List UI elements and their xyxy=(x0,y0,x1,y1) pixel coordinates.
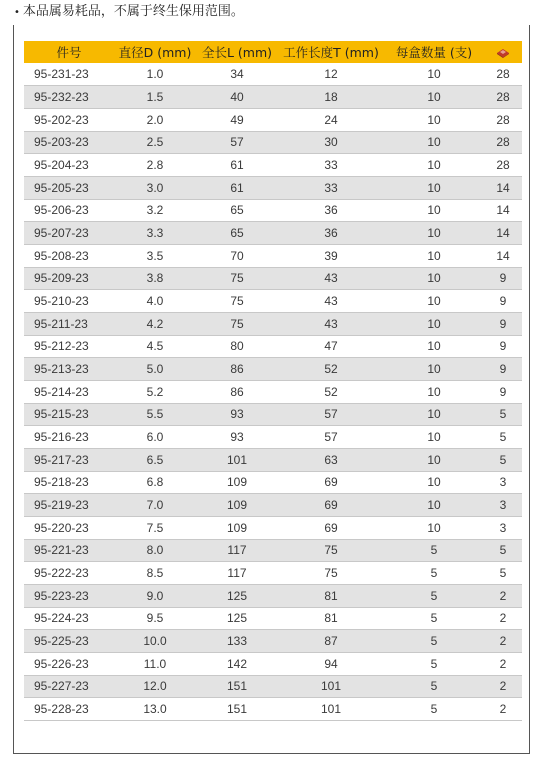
part-no-cell: 95-211-23 xyxy=(34,316,88,331)
header-total-length: 全长L (mm) xyxy=(201,45,273,60)
part-no-cell: 95-232-23 xyxy=(34,90,89,104)
boxes-per-case-cell: 14 xyxy=(496,180,510,195)
boxes-per-case-cell: 3 xyxy=(499,475,507,490)
diameter-cell: 2.0 xyxy=(146,112,164,127)
qty-per-box-cell: 5 xyxy=(430,566,438,581)
part-no-cell: 95-213-23 xyxy=(34,362,89,377)
total-length-cell: 109 xyxy=(226,475,248,490)
qty-per-box-cell: 10 xyxy=(427,271,441,286)
qty-per-box-cell: 10 xyxy=(427,67,441,82)
table-row xyxy=(24,199,522,222)
working-length-cell: 69 xyxy=(324,475,338,490)
total-length-cell: 61 xyxy=(230,158,244,173)
table-row xyxy=(24,675,522,698)
diameter-cell: 3.8 xyxy=(146,271,164,286)
boxes-per-case-cell: 5 xyxy=(499,407,507,422)
diameter-cell: 5.0 xyxy=(146,362,164,377)
qty-per-box-cell: 5 xyxy=(430,543,438,558)
qty-per-box-cell: 10 xyxy=(427,498,441,513)
table-row xyxy=(24,335,522,358)
box-icon xyxy=(496,48,510,58)
part-no-cell: 95-205-23 xyxy=(34,180,89,195)
working-length-cell: 69 xyxy=(324,520,338,535)
total-length-cell: 34 xyxy=(230,67,244,82)
table-header-row xyxy=(24,41,522,63)
boxes-per-case-cell: 14 xyxy=(496,248,510,263)
diameter-cell: 3.3 xyxy=(146,226,164,241)
working-length-cell: 43 xyxy=(324,294,338,309)
total-length-cell: 49 xyxy=(230,112,244,127)
qty-per-box-cell: 10 xyxy=(427,158,441,173)
qty-per-box-cell: 10 xyxy=(427,112,441,127)
part-no-cell: 95-218-23 xyxy=(34,475,89,490)
table-row xyxy=(24,630,522,653)
part-no-cell: 95-210-23 xyxy=(34,294,89,309)
total-length-cell: 109 xyxy=(226,520,248,535)
working-length-cell: 33 xyxy=(324,180,338,195)
boxes-per-case-cell: 2 xyxy=(499,611,507,626)
part-no-cell: 95-227-23 xyxy=(34,679,89,694)
part-no-cell: 95-221-23 xyxy=(34,543,89,558)
part-no-cell: 95-209-23 xyxy=(34,271,89,286)
table-row xyxy=(24,131,522,154)
qty-per-box-cell: 10 xyxy=(427,203,441,218)
diameter-cell: 8.5 xyxy=(146,566,164,581)
table-row xyxy=(24,652,522,675)
qty-per-box-cell: 10 xyxy=(427,452,441,467)
table-body xyxy=(24,63,522,720)
diameter-cell: 10.0 xyxy=(143,634,167,649)
part-no-cell: 95-204-23 xyxy=(34,158,89,173)
working-length-cell: 33 xyxy=(324,158,338,173)
diameter-cell: 13.0 xyxy=(143,702,167,717)
note-bullet: • xyxy=(14,7,20,18)
table-row xyxy=(24,516,522,539)
table-row xyxy=(24,494,522,517)
boxes-per-case-cell: 28 xyxy=(496,112,510,127)
header-working-length: 工作长度T (mm) xyxy=(283,45,379,60)
total-length-cell: 117 xyxy=(227,566,247,581)
part-no-cell: 95-212-23 xyxy=(34,339,89,354)
part-no-cell: 95-217-23 xyxy=(34,452,89,467)
boxes-per-case-cell: 28 xyxy=(496,90,510,104)
diameter-cell: 2.8 xyxy=(146,158,164,173)
part-no-cell: 95-208-23 xyxy=(34,248,89,263)
diameter-cell: 12.0 xyxy=(143,679,167,694)
working-length-cell: 43 xyxy=(324,271,338,286)
diameter-cell: 11.0 xyxy=(143,656,167,671)
working-length-cell: 43 xyxy=(324,316,338,331)
working-length-cell: 18 xyxy=(324,90,338,104)
part-no-cell: 95-203-23 xyxy=(34,135,89,150)
working-length-cell: 30 xyxy=(324,135,338,150)
part-no-cell: 95-202-23 xyxy=(34,112,89,127)
boxes-per-case-cell: 5 xyxy=(499,452,507,467)
qty-per-box-cell: 10 xyxy=(427,226,441,241)
working-length-cell: 36 xyxy=(324,226,338,241)
table-row xyxy=(24,380,522,403)
total-length-cell: 75 xyxy=(230,271,244,286)
table-row xyxy=(24,154,522,177)
total-length-cell: 40 xyxy=(230,90,244,104)
total-length-cell: 101 xyxy=(226,452,248,467)
qty-per-box-cell: 10 xyxy=(427,362,441,377)
total-length-cell: 57 xyxy=(230,135,244,150)
qty-per-box-cell: 5 xyxy=(430,656,438,671)
boxes-per-case-cell: 9 xyxy=(499,384,507,399)
total-length-cell: 133 xyxy=(226,634,248,649)
part-no-cell: 95-224-23 xyxy=(34,611,89,626)
working-length-cell: 39 xyxy=(324,248,338,263)
diameter-cell: 2.5 xyxy=(146,135,164,150)
table-row xyxy=(24,267,522,290)
total-length-cell: 117 xyxy=(227,543,247,558)
total-length-cell: 65 xyxy=(230,226,244,241)
qty-per-box-cell: 10 xyxy=(427,180,441,195)
diameter-cell: 3.5 xyxy=(146,248,164,263)
working-length-cell: 87 xyxy=(324,634,338,649)
table-row xyxy=(24,471,522,494)
total-length-cell: 151 xyxy=(226,702,248,717)
header-part-no: 件号 xyxy=(56,45,82,60)
part-no-cell: 95-222-23 xyxy=(34,566,89,581)
total-length-cell: 75 xyxy=(230,294,244,309)
part-no-cell: 95-228-23 xyxy=(34,702,89,717)
total-length-cell: 86 xyxy=(230,384,244,399)
table-row xyxy=(24,403,522,426)
qty-per-box-cell: 5 xyxy=(430,634,438,649)
consumable-note xyxy=(14,3,244,22)
boxes-per-case-cell: 2 xyxy=(499,679,507,694)
table-row xyxy=(24,562,522,585)
working-length-cell: 101 xyxy=(320,702,342,717)
table-row xyxy=(24,108,522,131)
part-no-cell: 95-226-23 xyxy=(34,656,89,671)
diameter-cell: 6.5 xyxy=(146,452,164,467)
qty-per-box-cell: 5 xyxy=(430,588,438,603)
table-row xyxy=(24,607,522,630)
boxes-per-case-cell: 9 xyxy=(499,362,507,377)
part-no-cell: 95-223-23 xyxy=(34,588,89,603)
diameter-cell: 8.0 xyxy=(146,543,164,558)
note-text: 本品属易耗品，不属于终生保用范围。 xyxy=(22,4,244,19)
diameter-cell: 9.5 xyxy=(146,611,164,626)
spec-table-frame xyxy=(13,25,530,754)
total-length-cell: 151 xyxy=(226,679,248,694)
qty-per-box-cell: 10 xyxy=(427,339,441,354)
working-length-cell: 75 xyxy=(324,543,338,558)
table-row xyxy=(24,244,522,267)
boxes-per-case-cell: 28 xyxy=(496,135,510,150)
diameter-cell: 7.5 xyxy=(146,520,164,535)
part-no-cell: 95-231-23 xyxy=(34,67,89,82)
boxes-per-case-cell: 9 xyxy=(499,294,507,309)
qty-per-box-cell: 10 xyxy=(427,316,441,331)
diameter-cell: 6.0 xyxy=(146,430,164,445)
total-length-cell: 93 xyxy=(230,407,244,422)
boxes-per-case-cell: 2 xyxy=(499,702,507,717)
boxes-per-case-cell: 14 xyxy=(496,226,510,241)
qty-per-box-cell: 10 xyxy=(427,407,441,422)
part-no-cell: 95-216-23 xyxy=(34,430,89,445)
working-length-cell: 57 xyxy=(324,407,338,422)
qty-per-box-cell: 10 xyxy=(427,294,441,309)
table-row xyxy=(24,698,522,721)
working-length-cell: 81 xyxy=(324,588,338,603)
working-length-cell: 101 xyxy=(320,679,342,694)
working-length-cell: 81 xyxy=(324,611,338,626)
table-row xyxy=(24,312,522,335)
table-row xyxy=(24,539,522,562)
boxes-per-case-cell: 28 xyxy=(496,158,510,173)
diameter-cell: 3.2 xyxy=(146,203,164,218)
table-row xyxy=(24,448,522,471)
working-length-cell: 94 xyxy=(324,656,338,671)
table-row xyxy=(24,426,522,449)
part-no-cell: 95-206-23 xyxy=(34,203,89,218)
working-length-cell: 63 xyxy=(324,452,338,467)
working-length-cell: 36 xyxy=(324,203,338,218)
table-row xyxy=(24,584,522,607)
total-length-cell: 70 xyxy=(230,248,244,263)
working-length-cell: 52 xyxy=(324,362,338,377)
qty-per-box-cell: 10 xyxy=(427,430,441,445)
table-row xyxy=(24,290,522,313)
total-length-cell: 109 xyxy=(226,498,248,513)
total-length-cell: 142 xyxy=(226,656,248,671)
qty-per-box-cell: 10 xyxy=(427,90,441,104)
boxes-per-case-cell: 9 xyxy=(499,339,507,354)
diameter-cell: 5.2 xyxy=(146,384,164,399)
qty-per-box-cell: 5 xyxy=(430,679,438,694)
total-length-cell: 80 xyxy=(230,339,244,354)
spec-table xyxy=(24,41,522,721)
table-row xyxy=(24,358,522,381)
total-length-cell: 125 xyxy=(226,611,248,626)
boxes-per-case-cell: 2 xyxy=(499,634,507,649)
boxes-per-case-cell: 28 xyxy=(496,67,510,82)
boxes-per-case-cell: 9 xyxy=(499,271,507,286)
boxes-per-case-cell: 3 xyxy=(499,520,507,535)
part-no-cell: 95-214-23 xyxy=(34,384,89,399)
qty-per-box-cell: 10 xyxy=(427,384,441,399)
part-no-cell: 95-225-23 xyxy=(34,634,89,649)
qty-per-box-cell: 5 xyxy=(430,702,438,717)
diameter-cell: 1.5 xyxy=(146,90,164,104)
diameter-cell: 7.0 xyxy=(146,498,164,513)
header-diameter: 直径D (mm) xyxy=(118,45,192,60)
part-no-cell: 95-207-23 xyxy=(34,226,89,241)
total-length-cell: 93 xyxy=(230,430,244,445)
working-length-cell: 75 xyxy=(324,566,338,581)
header-qty-per-box: 每盒数量 (支) xyxy=(395,45,473,60)
qty-per-box-cell: 10 xyxy=(427,135,441,150)
part-no-cell: 95-220-23 xyxy=(34,520,89,535)
boxes-per-case-cell: 2 xyxy=(499,588,507,603)
diameter-cell: 4.0 xyxy=(146,294,164,309)
boxes-per-case-cell: 14 xyxy=(496,203,510,218)
part-no-cell: 95-219-23 xyxy=(34,498,89,513)
qty-per-box-cell: 10 xyxy=(427,248,441,263)
diameter-cell: 6.8 xyxy=(146,475,164,490)
working-length-cell: 52 xyxy=(324,384,338,399)
boxes-per-case-cell: 5 xyxy=(499,566,507,581)
working-length-cell: 57 xyxy=(324,430,338,445)
total-length-cell: 61 xyxy=(230,180,244,195)
diameter-cell: 9.0 xyxy=(146,588,164,603)
boxes-per-case-cell: 9 xyxy=(499,316,507,331)
diameter-cell: 4.2 xyxy=(146,316,164,331)
total-length-cell: 125 xyxy=(226,588,248,603)
qty-per-box-cell: 10 xyxy=(427,520,441,535)
working-length-cell: 12 xyxy=(324,67,338,82)
boxes-per-case-cell: 5 xyxy=(499,543,507,558)
diameter-cell: 3.0 xyxy=(146,180,164,195)
total-length-cell: 86 xyxy=(230,362,244,377)
table-row xyxy=(24,63,522,86)
diameter-cell: 4.5 xyxy=(146,339,164,354)
diameter-cell: 5.5 xyxy=(146,407,164,422)
boxes-per-case-cell: 3 xyxy=(499,498,507,513)
qty-per-box-cell: 5 xyxy=(430,611,438,626)
table-row xyxy=(24,222,522,245)
diameter-cell: 1.0 xyxy=(146,67,164,82)
boxes-per-case-cell: 5 xyxy=(499,430,507,445)
table-row xyxy=(24,176,522,199)
working-length-cell: 47 xyxy=(324,339,338,354)
header-box-icon-cell xyxy=(484,41,522,63)
total-length-cell: 65 xyxy=(230,203,244,218)
part-no-cell: 95-215-23 xyxy=(34,407,89,422)
working-length-cell: 24 xyxy=(324,112,338,127)
table-row xyxy=(24,86,522,109)
boxes-per-case-cell: 2 xyxy=(499,656,507,671)
qty-per-box-cell: 10 xyxy=(427,475,441,490)
total-length-cell: 75 xyxy=(230,316,244,331)
working-length-cell: 69 xyxy=(324,498,338,513)
